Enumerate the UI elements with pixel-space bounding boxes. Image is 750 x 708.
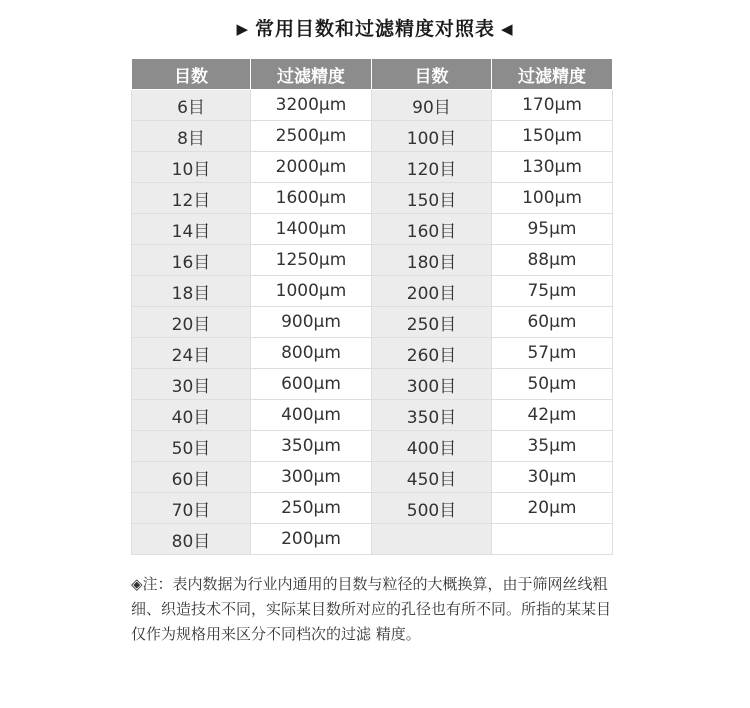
table-row xyxy=(132,121,613,152)
header-filter-precision: 过滤精度 xyxy=(251,59,372,90)
mesh-count-cell: 500目 xyxy=(372,493,492,524)
filter-precision-cell: 1400μm xyxy=(251,214,372,245)
filter-precision-cell: 88μm xyxy=(492,245,613,276)
filter-precision-cell: 170μm xyxy=(492,90,613,121)
filter-precision-cell: 250μm xyxy=(251,493,372,524)
mesh-count-cell: 20目 xyxy=(132,307,251,338)
table-row xyxy=(132,462,613,493)
mesh-count-cell: 120目 xyxy=(372,152,492,183)
filter-precision-cell: 2000μm xyxy=(251,152,372,183)
table-row xyxy=(132,276,613,307)
page-title xyxy=(0,14,750,41)
table-row xyxy=(132,369,613,400)
filter-precision-cell: 1000μm xyxy=(251,276,372,307)
filter-precision-cell: 42μm xyxy=(492,400,613,431)
mesh-count-cell: 400目 xyxy=(372,431,492,462)
filter-precision-cell xyxy=(492,524,613,555)
filter-precision-cell: 400μm xyxy=(251,400,372,431)
mesh-count-cell xyxy=(372,524,492,555)
filter-precision-cell: 600μm xyxy=(251,369,372,400)
table-body xyxy=(132,90,613,555)
mesh-count-cell: 14目 xyxy=(132,214,251,245)
mesh-count-cell: 80目 xyxy=(132,524,251,555)
header-mesh-count: 目数 xyxy=(372,59,492,90)
mesh-count-cell: 50目 xyxy=(132,431,251,462)
mesh-count-cell: 90目 xyxy=(372,90,492,121)
mesh-count-cell: 180目 xyxy=(372,245,492,276)
header-mesh-count: 目数 xyxy=(132,59,251,90)
filter-precision-cell: 150μm xyxy=(492,121,613,152)
filter-precision-cell: 35μm xyxy=(492,431,613,462)
mesh-count-cell: 300目 xyxy=(372,369,492,400)
table-row xyxy=(132,214,613,245)
right-triangle-icon: ▶ xyxy=(236,20,249,38)
table-row xyxy=(132,431,613,462)
mesh-count-cell: 16目 xyxy=(132,245,251,276)
table-row xyxy=(132,307,613,338)
mesh-count-cell: 6目 xyxy=(132,90,251,121)
mesh-count-cell: 30目 xyxy=(132,369,251,400)
filter-precision-cell: 300μm xyxy=(251,462,372,493)
filter-precision-cell: 1600μm xyxy=(251,183,372,214)
filter-precision-cell: 100μm xyxy=(492,183,613,214)
filter-precision-cell: 50μm xyxy=(492,369,613,400)
mesh-count-cell: 18目 xyxy=(132,276,251,307)
mesh-count-cell: 450目 xyxy=(372,462,492,493)
mesh-precision-table xyxy=(131,58,613,555)
filter-precision-cell: 350μm xyxy=(251,431,372,462)
filter-precision-cell: 20μm xyxy=(492,493,613,524)
table-row xyxy=(132,245,613,276)
filter-precision-cell: 95μm xyxy=(492,214,613,245)
mesh-count-cell: 8目 xyxy=(132,121,251,152)
title-text: 常用目数和过滤精度对照表 xyxy=(254,18,495,40)
mesh-count-cell: 350目 xyxy=(372,400,492,431)
mesh-count-cell: 70目 xyxy=(132,493,251,524)
filter-precision-cell: 30μm xyxy=(492,462,613,493)
mesh-count-cell: 10目 xyxy=(132,152,251,183)
table-row xyxy=(132,493,613,524)
filter-precision-cell: 800μm xyxy=(251,338,372,369)
filter-precision-cell: 130μm xyxy=(492,152,613,183)
mesh-count-cell: 100目 xyxy=(372,121,492,152)
filter-precision-cell: 57μm xyxy=(492,338,613,369)
mesh-count-cell: 150目 xyxy=(372,183,492,214)
left-triangle-icon: ◀ xyxy=(501,20,514,38)
filter-precision-cell: 200μm xyxy=(251,524,372,555)
filter-precision-cell: 75μm xyxy=(492,276,613,307)
table-row xyxy=(132,183,613,214)
mesh-count-cell: 200目 xyxy=(372,276,492,307)
mesh-count-cell: 24目 xyxy=(132,338,251,369)
filter-precision-cell: 60μm xyxy=(492,307,613,338)
header-filter-precision: 过滤精度 xyxy=(492,59,613,90)
filter-precision-cell: 2500μm xyxy=(251,121,372,152)
footnote: ◈注：表内数据为行业内通用的目数与粒径的大概换算，由于筛网丝线粗细、织造技术不同，实际某目数所对应的孔径也有所不同。所指的某某目仅作为规格用来区分不同档次的过滤 精度。 xyxy=(131,575,612,643)
mesh-count-cell: 40目 xyxy=(132,400,251,431)
table-row xyxy=(132,152,613,183)
table-row xyxy=(132,338,613,369)
filter-precision-cell: 1250μm xyxy=(251,245,372,276)
mesh-count-cell: 160目 xyxy=(372,214,492,245)
mesh-count-cell: 260目 xyxy=(372,338,492,369)
table-row xyxy=(132,90,613,121)
mesh-count-cell: 60目 xyxy=(132,462,251,493)
mesh-count-cell: 250目 xyxy=(372,307,492,338)
table-row xyxy=(132,524,613,555)
filter-precision-cell: 3200μm xyxy=(251,90,372,121)
table-header-row xyxy=(132,59,613,90)
table-row xyxy=(132,400,613,431)
filter-precision-cell: 900μm xyxy=(251,307,372,338)
mesh-count-cell: 12目 xyxy=(132,183,251,214)
